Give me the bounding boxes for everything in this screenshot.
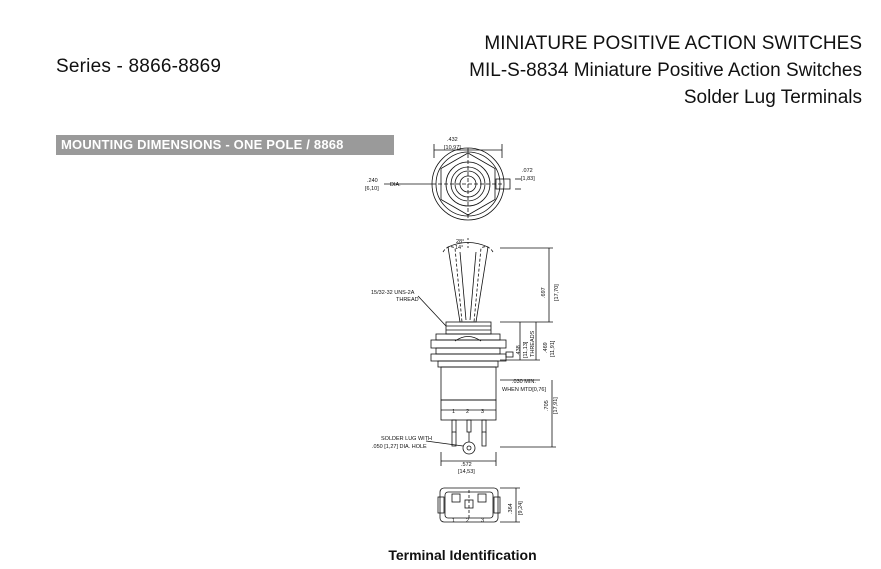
bushing-dim-mm: [11,91] — [550, 340, 556, 357]
angle-bottom: 14° — [455, 245, 464, 251]
dim-right-mm: [1,83] — [521, 176, 535, 182]
width-bottom-mm: [14,53] — [458, 469, 475, 475]
dim-top-mm: [10,97] — [444, 145, 461, 151]
height-right-mm: [17,70] — [554, 284, 560, 301]
bottom-terminal-2: 2 — [466, 518, 470, 524]
side-terminal-3: 3 — [481, 409, 485, 415]
thread-length-inch: .438 — [516, 345, 522, 356]
dim-left-mm: [6,10] — [365, 186, 379, 192]
dim-top-inch: .432 — [447, 137, 458, 143]
caption-text: Terminal Identification — [388, 547, 537, 563]
title-line-2: MIL-S-8834 Miniature Positive Action Switches — [469, 60, 862, 81]
section-heading: MOUNTING DIMENSIONS - ONE POLE / 8868 — [56, 135, 394, 155]
title-line-3: Solder Lug Terminals — [683, 87, 862, 108]
bottom-dim-inch: .364 — [508, 503, 514, 514]
thread-length-suffix: THREADS — [530, 330, 536, 357]
series-label: Series - 8866-8869 — [56, 56, 222, 77]
bottom-terminal-1: 1 — [452, 518, 456, 524]
thread-length-mm: [11,13] — [523, 341, 529, 358]
side-terminal-1: 1 — [452, 409, 456, 415]
bottom-dim-mm: [9,24] — [518, 501, 524, 515]
thread-spec: 15/32-32 UNS-2A — [371, 290, 415, 296]
bushing-dim-inch: .469 — [543, 342, 549, 353]
min-spec-mm: WHEN MTD[0,76] — [502, 387, 547, 393]
body-height-mm: [17,91] — [553, 397, 559, 414]
dim-left-inch: .240 — [367, 178, 378, 184]
title-line-1: MINIATURE POSITIVE ACTION SWITCHES — [484, 33, 862, 54]
side-terminal-2: 2 — [466, 409, 470, 415]
dim-left-suffix: DIA. — [390, 182, 401, 188]
dim-right-inch: .072 — [522, 168, 533, 174]
solder-lug-label: SOLDER LUG WITH — [381, 436, 433, 442]
min-spec: .030 MIN. — [512, 379, 536, 385]
terminal-identification-caption — [0, 547, 881, 563]
body-height-inch: .705 — [544, 400, 550, 411]
angle-top: 28° — [456, 239, 465, 245]
solder-hole-label: .050 [1,27] DIA. HOLE — [372, 444, 427, 450]
thread-label: THREAD — [396, 297, 419, 303]
bottom-terminal-3: 3 — [481, 518, 485, 524]
width-bottom-inch: .572 — [461, 462, 472, 468]
height-right-inch: .697 — [541, 287, 547, 298]
top-view — [384, 144, 521, 220]
